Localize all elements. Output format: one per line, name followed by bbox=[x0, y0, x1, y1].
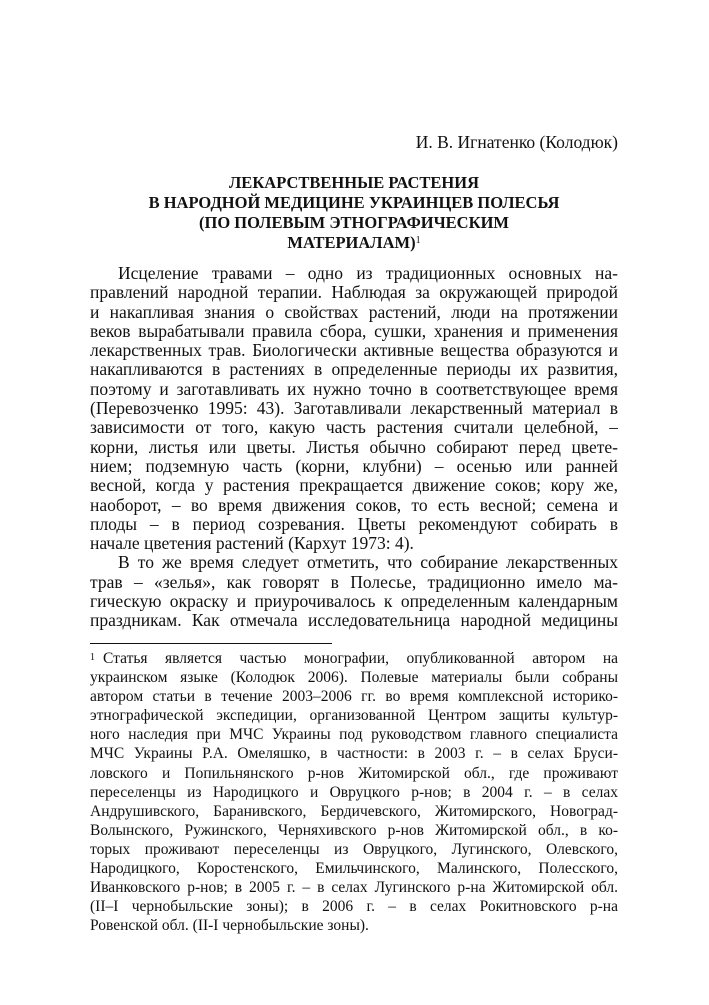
document-page bbox=[90, 0, 618, 1005]
body-line: трав – «зелья», как говорят в Полесье, традиционно имело ма- bbox=[90, 572, 618, 592]
footnote-line: (II–I чернобыльские зоны); в 2006 г. – в селах Рокитновского р-на bbox=[90, 898, 618, 916]
title-line: МАТЕРИАЛАМ) bbox=[287, 233, 416, 252]
body-line: нием; подземную часть (корни, клубни) – осенью или ранней bbox=[90, 456, 618, 476]
footnote-line: ного наследия при МЧС Украины под руководством главного специалиста bbox=[90, 726, 618, 744]
body-line: Исцеление травами – одно из традиционных основных на- bbox=[118, 264, 618, 283]
footnote-mark: 1 bbox=[90, 652, 95, 663]
footnote-line: Ровенской обл. (II-I чернобыльские зоны). bbox=[90, 917, 369, 935]
body-line: корни, листья или цветы. Листья обычно собирают перед цвете- bbox=[90, 437, 618, 457]
footnote-line: МЧС Украины Р.А. Омеляшко, в частности: в 2003 г. – в селах Бруси- bbox=[90, 745, 618, 763]
body-line: начале цветения растений (Кархут 1973: 4). bbox=[90, 534, 414, 554]
title-footnote-ref: 1 bbox=[415, 235, 421, 246]
body-line: наоборот, – во время движения соков, то есть весной; семена и bbox=[90, 495, 618, 515]
title-line: ЛЕКАРСТВЕННЫЕ РАСТЕНИЯ bbox=[229, 173, 479, 192]
footnote-line: переселенцы из Народицкого и Овруцкого р-нов; в 2004 г. – в селах bbox=[90, 783, 618, 801]
article-body bbox=[90, 264, 618, 631]
body-line: праздникам. Как отмечала исследовательница народной медицины bbox=[90, 611, 618, 631]
body-line: зависимости от того, какую часть растения считали целебной, – bbox=[90, 418, 618, 438]
footnote-line-first bbox=[90, 649, 618, 668]
footnote-line: Статья является частью монографии, опубликованной автором на bbox=[103, 650, 618, 667]
footnote-line: торых проживают переселенцы из Овруцкого, Лугинского, Олевского, bbox=[90, 840, 618, 858]
body-line: весной, когда у растения прекращается движение соков; кору же, bbox=[90, 476, 618, 496]
title-line: (ПО ПОЛЕВЫМ ЭТНОГРАФИЧЕСКИМ bbox=[199, 213, 509, 232]
footnote-line: этнографической экспедиции, организованной Центром защиты культур- bbox=[90, 707, 618, 725]
footnote-line: Андрушивского, Баранивского, Бердичевского, Житомирского, Новоград- bbox=[90, 802, 618, 820]
footnote-divider bbox=[90, 643, 332, 644]
footnote-line: Волынского, Ружинского, Черняхивского р-нов Житомирской обл., в ко- bbox=[90, 821, 618, 839]
footnote-line: Народицкого, Коростенского, Емильчинского, Малинского, Полесского, bbox=[90, 860, 618, 878]
body-line: правлений народной терапии. Наблюдая за окружающей природой bbox=[90, 283, 618, 303]
footnote bbox=[90, 649, 618, 935]
body-line: и накапливая знания о свойствах растений, люди на протяжении bbox=[90, 302, 618, 322]
body-line: В то же время следует отметить, что собирание лекарственных bbox=[118, 553, 618, 573]
body-line: веков вырабатывали правила сбора, сушки, хранения и применения bbox=[90, 321, 618, 341]
body-line: лекарственных трав. Биологически активные вещества образуются и bbox=[90, 341, 618, 361]
footnote-line: автором статьи в течение 2003–2006 гг. во время комплексной историко- bbox=[90, 688, 618, 706]
author-name: И. В. Игнатенко (Колодюк) bbox=[415, 132, 618, 152]
footnote-line: ловского и Попильнянского р-нов Житомирской обл., где проживают bbox=[90, 764, 618, 782]
article-title bbox=[90, 173, 618, 253]
footnote-line: Иванковского р-нов; в 2005 г. – в селах Лугинского р-на Житомирской обл. bbox=[90, 879, 618, 897]
body-line: накапливаются в растениях в определенные периоды их развития, bbox=[90, 360, 618, 380]
title-line-last bbox=[90, 233, 618, 253]
body-line: поэтому и заготавливать их нужно точно в соответствующее время bbox=[90, 379, 618, 399]
body-line: плоды – в период созревания. Цветы рекомендуют собирать в bbox=[90, 514, 618, 534]
body-line: гическую окраску и приурочивалось к определенным календарным bbox=[90, 592, 618, 612]
footnote-line: украинском языке (Колодюк 2006). Полевые материалы были собраны bbox=[90, 669, 618, 687]
body-line: (Перевозченко 1995: 43). Заготавливали лекарственный материал в bbox=[90, 399, 618, 419]
title-line: В НАРОДНОЙ МЕДИЦИНЕ УКРАИНЦЕВ ПОЛЕСЬЯ bbox=[148, 193, 560, 212]
